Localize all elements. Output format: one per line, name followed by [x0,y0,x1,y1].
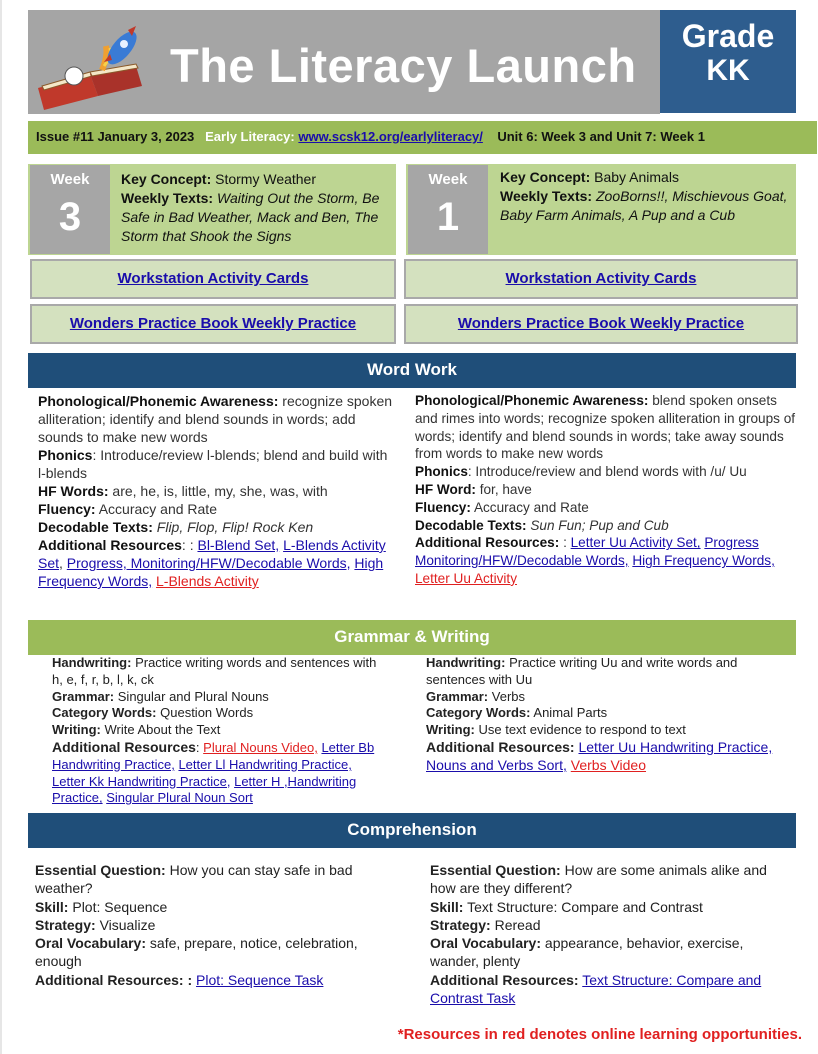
skill-value: Text Structure: Compare and Contrast [467,898,703,915]
phonics-label: Phonics [415,464,468,480]
word-work-right [415,392,800,588]
strategy-label: Strategy: [430,916,491,933]
letter-bb-handwriting-link[interactable]: Letter Bb Handwriting Practice, [52,739,375,772]
resources-prefix: : : [181,537,194,553]
decodable-value: Flip, Flop, Flip! Rock Ken [156,519,314,535]
oral-vocabulary-value: safe, prepare, notice, celebration, enough [35,935,358,970]
handwriting-value: Practice writing Uu and write words and sentences with Uu [426,655,738,687]
key-concept-label: Key Concept: [121,171,212,187]
plot-sequence-task-link[interactable]: Plot: Sequence Task [196,971,324,988]
essential-question-value: How you can stay safe in bad weather? [35,862,353,897]
resources-label: Additional Resources: [430,971,579,988]
fluency-label: Fluency: [415,499,471,515]
strategy-value: Reread [494,916,541,933]
issue-date: Issue #11 January 3, 2023 [36,129,195,144]
grammar-label: Grammar: [52,688,115,704]
l-blends-activity-set-link[interactable]: L-Blends Activity Set [38,537,386,571]
category-words-label: Category Words: [426,705,531,721]
fluency-value: Accuracy and Rate [98,501,217,517]
week-1-badge [408,165,488,254]
word-work-left: Phonological/Phonemic Awareness: recognize spoken alliteration; identify and blend sounds in words; add sounds to make new words Phonics: Introduce/review l-blends; blend and build with l-blends HF Words: are, he, is, little, my, she, was, with Fluency: Accuracy and Rate Decodable Texts: Flip, Flop, Flip! Rock Ken Additional Resources: : Bl-Blend Set, L-Blends Activity Set, Progress, Monitoring/HFW/Decodable Words, High Frequency Words, L-Blends Activity [38,393,393,589]
hf-label: HF Words: [38,483,109,499]
hf-value: are, he, is, little, my, she, was, with [112,483,328,499]
grammar-label: Grammar: [426,688,489,704]
l-blends-activity-link[interactable]: L-Blends Activity [156,573,259,589]
letter-uu-activity-set-link[interactable]: Letter Uu Activity Set, [570,535,701,551]
decodable-label: Decodable Texts: [38,519,153,535]
phonics-value: : Introduce/review l-blends; blend and build with l-blends [38,447,388,481]
phon-value: recognize spoken alliteration; identify and blend sounds in words; add sounds to make new words [38,393,393,445]
comprehension-header: Comprehension [28,813,796,848]
grammar-value: Singular and Plural Nouns [117,688,269,704]
handwriting-value: Practice writing words and sentences with h, e, f, r, b, l, k, ck [52,655,377,687]
writing-value: Write About the Text [104,722,221,738]
oral-vocabulary-label: Oral Vocabulary: [35,935,147,952]
bl-blend-set-link[interactable]: Bl-Blend Set, [197,537,280,553]
week-label: Week [50,171,90,188]
letter-uu-activity-link[interactable]: Letter Uu Activity [415,570,517,586]
grammar-left: Handwriting: Practice writing words and sentences with h, e, f, r, b, l, k, ck Grammar: Singular and Plural Nouns Category Words: Question Words Writing: Write About the Text Additional Resources: Plural Nouns Video, Letter Bb Handwriting Practice, Letter Ll Handwriting Practice, Letter Kk Handwriting Practice, Letter H ,Handwriting Practice, Singular Plural Noun Sort [52,655,377,806]
writing-label: Writing: [426,722,475,738]
page-edge [0,0,2,1054]
resources-label: Additional Resources: [415,535,560,551]
weekly-texts-value: ZooBorns!!, Mischievous Goat, Baby Farm Animals, A Pup and a Cub [500,188,788,223]
practice-book-link[interactable]: Wonders Practice Book Weekly Practice [69,315,357,332]
grade-badge [660,10,796,113]
resources-label: Additional Resources: : [35,971,193,988]
early-literacy-link[interactable]: www.scsk12.org/earlyliteracy/ [298,129,483,144]
practice-book-link-box [404,304,798,344]
workstation-cards-link[interactable]: Workstation Activity Cards [505,270,697,287]
letter-uu-handwriting-link[interactable]: Letter Uu Handwriting Practice, [578,738,773,755]
workstation-cards-link[interactable]: Workstation Activity Cards [117,270,309,287]
week-label: Week [428,171,468,188]
weekly-texts-label: Weekly Texts: [500,188,593,204]
online-resources-note: *Resources in red denotes online learning opportunities. [397,1026,802,1043]
week-number: 1 [436,195,460,239]
strategy-label: Strategy: [35,916,96,933]
essential-question-label: Essential Question: [430,862,561,878]
phonics-value: : Introduce/review and blend words with /u/ Uu [467,464,747,480]
grade-label: Grade [681,18,775,54]
essential-question-label: Essential Question: [35,862,166,878]
resources-label: Additional Resources: [426,738,575,755]
comprehension-left [35,861,395,989]
nouns-verbs-sort-link[interactable]: Nouns and Verbs Sort, [426,756,567,773]
early-literacy-label: Early Literacy: [205,129,295,144]
fluency-label: Fluency: [38,501,96,517]
writing-value: Use text evidence to respond to text [478,722,686,738]
hf-label: HF Word: [415,481,476,497]
comprehension-right [430,861,790,1007]
resources-label: Additional Resources [52,738,196,755]
newsletter-title: The Literacy Launch [170,39,637,92]
category-words-label: Category Words: [52,705,157,721]
unit-info: Unit 6: Week 3 and Unit 7: Week 1 [497,129,705,144]
rocket-book-icon [32,26,162,118]
week-3-badge [30,165,110,254]
plural-nouns-video-link[interactable]: Plural Nouns Video, [203,739,318,755]
grammar-right [426,655,786,775]
oral-vocabulary-value: appearance, behavior, exercise, wander, plenty [430,935,744,970]
hf-value: for, have [479,481,532,497]
singular-plural-noun-sort-link[interactable]: Singular Plural Noun Sort [106,790,253,806]
resources-prefix: : [563,535,567,551]
grammar-writing-header: Grammar & Writing [28,620,796,655]
category-words-value: Question Words [160,705,254,721]
phon-label: Phonological/Phonemic Awareness: [415,393,649,408]
skill-label: Skill: [35,898,69,915]
oral-vocabulary-label: Oral Vocabulary: [430,935,542,952]
key-concept-value: Stormy Weather [215,171,317,187]
handwriting-label: Handwriting: [52,655,132,670]
phon-label: Phonological/Phonemic Awareness: [38,393,279,409]
resources-label: Additional Resources [38,537,182,553]
writing-label: Writing: [52,722,101,738]
letter-h-handwriting-link[interactable]: Letter H ,Handwriting Practice, [52,773,357,806]
category-words-value: Animal Parts [533,705,608,721]
skill-value: Plot: Sequence [72,898,168,915]
decodable-value: Sun Fun; Pup and Cub [530,517,669,533]
issue-bar [28,121,817,154]
week-1-key-concept [500,168,790,225]
grammar-value: Verbs [491,688,526,704]
workstation-cards-link-box [30,259,396,299]
workstation-cards-link-box [404,259,798,299]
grade-value: KK [706,54,750,87]
progress-monitoring-link[interactable]: Progress Monitoring/HFW/Decodable Words, [415,535,759,569]
phon-value: blend spoken onsets and rimes into words; recognize spoken alliteration in groups of words; identify and blend sounds in words; take away sounds from words to make new words [415,393,796,462]
practice-book-link[interactable]: Wonders Practice Book Weekly Practice [457,315,745,332]
letter-kk-handwriting-link[interactable]: Letter Kk Handwriting Practice, [52,773,231,789]
essential-question-value: How are some animals alike and how are they different? [430,862,767,897]
key-concept-label: Key Concept: [500,169,591,185]
weekly-texts-label: Weekly Texts: [121,190,214,206]
letter-ll-handwriting-link[interactable]: Letter Ll Handwriting Practice, [178,756,352,772]
verbs-video-link[interactable]: Verbs Video [570,756,647,773]
practice-book-link-box [30,304,396,344]
week-number: 3 [58,195,82,239]
fluency-value: Accuracy and Rate [473,499,589,515]
high-frequency-words-link[interactable]: High Frequency Words, [632,553,775,569]
phonics-label: Phonics [38,447,93,463]
word-work-header: Word Work [28,353,796,388]
strategy-value: Visualize [99,916,156,933]
progress-monitoring-link[interactable]: Progress, Monitoring/HFW/Decodable Words, [66,555,351,571]
text-structure-task-link[interactable]: Text Structure: Compare and Contrast Task [430,971,762,1007]
key-concept-value: Baby Animals [594,169,679,185]
decodable-label: Decodable Texts: [415,517,527,533]
week-3-key-concept [121,170,391,246]
handwriting-label: Handwriting: [426,655,506,670]
skill-label: Skill: [430,898,464,915]
weekly-texts-value: Waiting Out the Storm, Be Safe in Bad Weather, Mack and Ben, The Storm that Shook the Signs [121,190,380,244]
high-frequency-words-link[interactable]: High Frequency Words, [38,555,384,589]
